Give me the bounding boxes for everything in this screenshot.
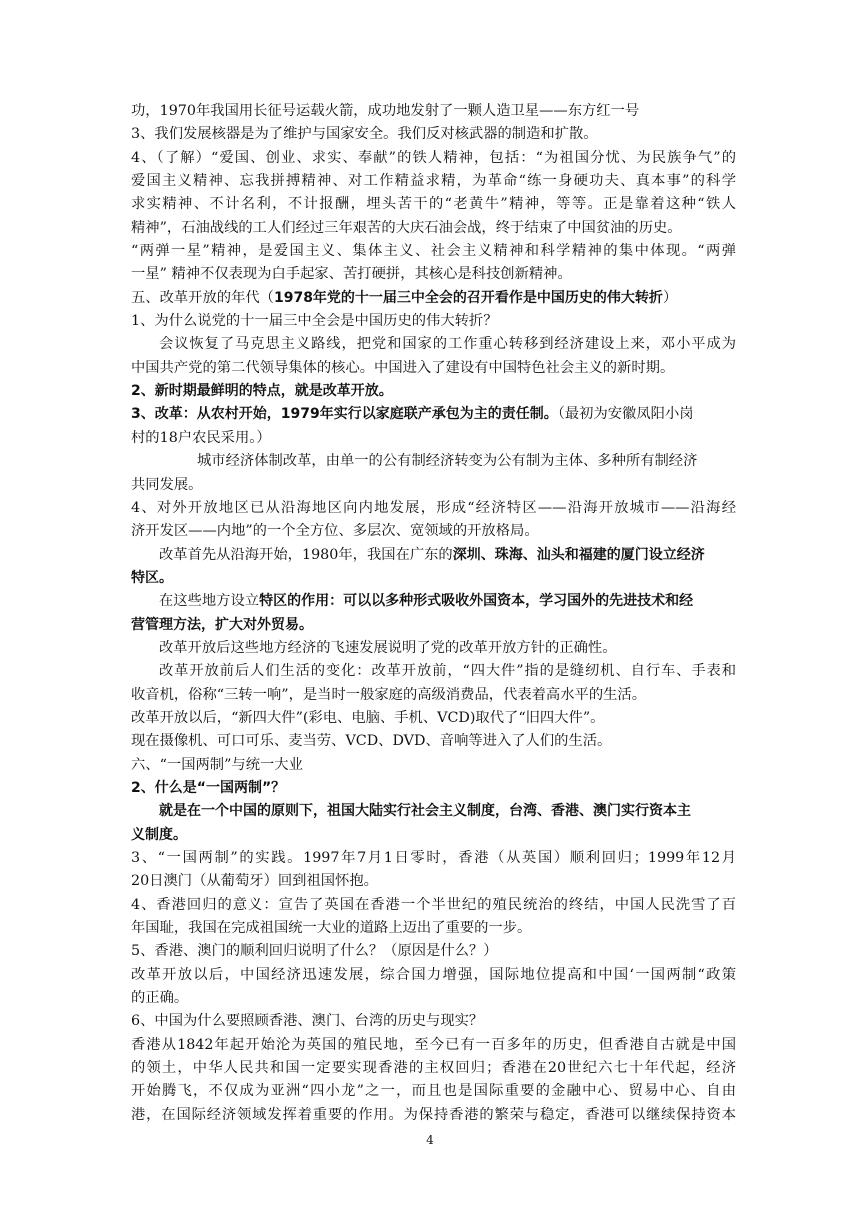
text-span: 城市经济体制改革，由单一的公有制经济转变为公有制为主体、多种所有制经济 xyxy=(197,453,698,470)
text-line xyxy=(131,987,736,1010)
text-line xyxy=(131,637,736,660)
bold-text: 特区的作用：可以以多种形式吸收外国资本，学习国外的先进技术和经 xyxy=(259,593,694,610)
text-span: 一星” 精神不仅表现为白手起家、苦打硬拼，其核心是科技创新精神。 xyxy=(131,266,572,283)
text-span: 5、香港、澳门的顺利回归说明了什么？（原因是什么？） xyxy=(131,943,498,960)
bold-text: 深圳、珠海、汕头和福建的厦门设立经济 xyxy=(452,546,705,563)
text-line xyxy=(131,870,736,893)
text-span: 香港从1842年起开始沦为英国的殖民地，至今已有一百多年的历史，但香港自古就是中国 xyxy=(131,1036,736,1053)
text-line xyxy=(131,660,736,683)
text-line xyxy=(131,123,736,146)
text-line xyxy=(131,403,736,426)
text-line xyxy=(131,824,736,847)
text-span: 4、（了解）“爱国、创业、求实、奉献”的铁人精神，包括：“为祖国分忧、为民族争气”的 xyxy=(131,149,736,166)
text-span: “两弹一星”精神，是爱国主义、集体主义、社会主义精神和科学精神的集中体现。“两弹 xyxy=(131,243,736,260)
text-span: 精神”，石油战线的工人们经过三年艰苦的大庆石油会战，终于结束了中国贫油的历史。 xyxy=(131,219,682,236)
text-span: 村的18户农民采用。） xyxy=(131,429,271,446)
text-line xyxy=(131,614,736,637)
text-span: 济开发区——内地”的一个全方位、多层次、宽领域的开放格局。 xyxy=(131,523,539,540)
text-span: 改革开放以后，“新四大件”(彩电、电脑、手机、VCD)取代了“旧四大件”。 xyxy=(131,709,605,726)
text-line xyxy=(131,217,736,240)
text-span: （最初为安徽凤阳小岗 xyxy=(557,406,694,423)
text-span: 年国耻，我国在完成祖国统一大业的道路上迈出了重要的一步。 xyxy=(131,920,532,937)
text-line xyxy=(131,1010,736,1033)
text-span: 在这些地方设立 xyxy=(159,593,260,610)
text-span: 共同发展。 xyxy=(131,476,203,493)
text-span: 6、中国为什么要照顾香港、澳门、台湾的历史与现实？ xyxy=(131,1013,484,1030)
bold-text: 2、什么是“一国两制”？ xyxy=(131,779,286,796)
text-line xyxy=(131,1104,736,1127)
text-span: 4、香港回归的意义：宣告了英国在香港一个半世纪的殖民统治的终结，中国人民洗雪了百 xyxy=(131,896,736,913)
text-line xyxy=(131,497,736,520)
text-line xyxy=(131,730,736,753)
text-span: 开始腾飞，不仅成为亚洲“四小龙”之一，而且也是国际重要的金融中心、贸易中心、自由 xyxy=(131,1083,736,1100)
text-line xyxy=(131,333,736,356)
bold-text: 义制度。 xyxy=(131,826,187,843)
text-span: 爱国主义精神、忘我拼搏精神、对工作精益求精，为革命“练一身硬功夫、真本事”的科学 xyxy=(131,173,736,190)
text-span: 的领土，中华人民共和国一定要实现香港的主权回归；香港在20世纪六七十年代起，经济 xyxy=(131,1060,736,1077)
text-line xyxy=(131,1034,736,1057)
text-line xyxy=(131,474,736,497)
text-span: 改革首先从沿海开始，1980年，我国在广东的 xyxy=(159,546,453,563)
text-span: 中国共产党的第二代领导集体的核心。中国进入了建设有中国特色社会主义的新时期。 xyxy=(131,359,675,376)
text-line xyxy=(131,193,736,216)
document-body xyxy=(131,100,736,1127)
text-span: ） xyxy=(662,289,678,306)
text-span: 4、对外开放地区已从沿海地区向内地发展，形成“经济特区——沿海开放城市——沿海经 xyxy=(131,499,736,516)
text-line xyxy=(131,100,736,123)
text-span: 改革开放后这些地方经济的飞速发展说明了党的改革开放方针的正确性。 xyxy=(159,639,617,656)
text-line xyxy=(131,170,736,193)
text-span: 改革开放前后人们生活的变化：改革开放前，“四大件”指的是缝纫机、自行车、手表和 xyxy=(159,663,736,680)
text-span: 功，1970年我国用长征号运载火箭，成功地发射了一颗人造卫星——东方红一号 xyxy=(131,103,640,119)
text-line xyxy=(131,707,736,730)
text-line xyxy=(131,1057,736,1080)
text-line xyxy=(131,310,736,333)
text-span: 3、“一国两制”的实践。1997年7月1日零时，香港（从英国）顺利回归；1999年12月 xyxy=(131,850,736,866)
text-span: 港，在国际经济领域发挥着重要的作用。为保持香港的繁荣与稳定，香港可以继续保持资本 xyxy=(131,1106,736,1123)
text-line xyxy=(131,427,736,450)
text-line xyxy=(131,590,736,613)
text-line xyxy=(131,380,736,403)
text-line xyxy=(131,800,736,823)
bold-text: 1978年党的十一届三中全会的召开看作是中国历史的伟大转折 xyxy=(273,289,663,306)
text-line xyxy=(131,684,736,707)
text-span: 收音机，俗称“三转一响”，是当时一般家庭的高级消费品，代表着高水平的生活。 xyxy=(131,686,647,703)
text-span: 会议恢复了马克思主义路线，把党和国家的工作重心转移到经济建设上来，邓小平成为 xyxy=(159,336,736,353)
text-line xyxy=(131,777,736,800)
text-line xyxy=(131,917,736,940)
text-span: 改革开放以后，中国经济迅速发展，综合国力增强，国际地位提高和中国‘一国两制“政策 xyxy=(131,966,736,983)
bold-text: 就是在一个中国的原则下，祖国大陆实行社会主义制度，台湾、香港、澳门实行资本主 xyxy=(159,803,691,820)
text-line xyxy=(131,847,736,870)
text-span: 六、“一国两制”与统一大业 xyxy=(131,756,303,773)
text-span: 的正确。 xyxy=(131,990,189,1007)
text-line xyxy=(131,450,736,473)
page-number: 4 xyxy=(426,1133,434,1147)
text-span: 1、为什么说党的十一届三中全会是中国历史的伟大转折？ xyxy=(131,313,498,330)
text-line xyxy=(131,240,736,263)
text-span: 五、改革开放的年代（ xyxy=(131,289,274,306)
text-line xyxy=(131,567,736,590)
text-line xyxy=(131,287,736,310)
text-line xyxy=(131,147,736,170)
text-line xyxy=(131,520,736,543)
bold-text: 特区。 xyxy=(131,569,173,586)
text-line xyxy=(131,263,736,286)
text-span: 求实精神、不计名利，不计报酬，埋头苦干的“老黄牛”精神，等等。正是靠着这种“铁人 xyxy=(131,196,736,213)
bold-text: 2、新时期最鲜明的特点，就是改革开放。 xyxy=(131,383,393,400)
text-line xyxy=(131,544,736,567)
text-line xyxy=(131,754,736,777)
text-line xyxy=(131,357,736,380)
text-span: 20日澳门（从葡萄牙）回到祖国怀抱。 xyxy=(131,873,378,890)
text-line xyxy=(131,894,736,917)
text-line xyxy=(131,940,736,963)
text-span: 3、我们发展核器是为了维护与国家安全。我们反对核武器的制造和扩散。 xyxy=(131,126,598,143)
bold-text: 3、改革：从农村开始，1979年实行以家庭联产承包为主的责任制。 xyxy=(131,406,558,423)
text-line xyxy=(131,1080,736,1103)
text-line xyxy=(131,964,736,987)
bold-text: 营管理方法，扩大对外贸易。 xyxy=(131,616,313,633)
text-span: 现在摄像机、可口可乐、麦当劳、VCD、DVD、音响等进入了人们的生活。 xyxy=(131,733,612,750)
